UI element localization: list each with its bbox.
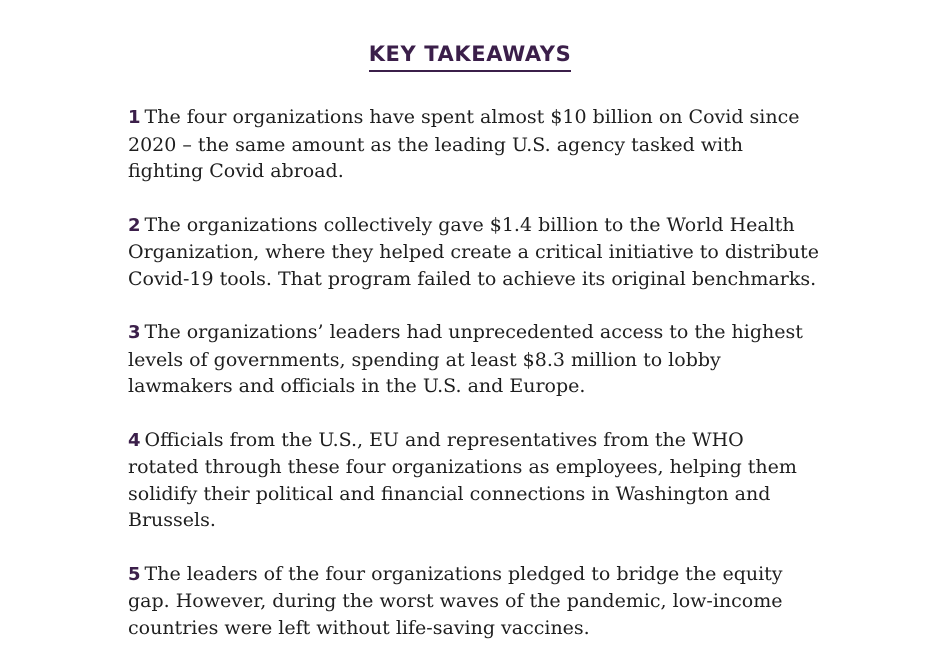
takeaway-line: Brussels. bbox=[128, 509, 216, 531]
takeaway-item-2 bbox=[128, 212, 828, 293]
takeaway-line: countries were left without life-saving vaccines. bbox=[128, 616, 590, 639]
takeaway-line: Organization, where they helped create a critical initiative to distribute bbox=[128, 241, 819, 263]
takeaway-line: levels of governments, spending at least $8.3 million to lobby bbox=[128, 348, 721, 371]
takeaway-number: 2 bbox=[128, 214, 141, 236]
takeaway-number: 5 bbox=[128, 563, 141, 585]
takeaway-line: Officials from the U.S., EU and representatives from the WHO bbox=[144, 428, 744, 451]
takeaway-line: 2020 – the same amount as the leading U.S. agency tasked with bbox=[128, 133, 743, 156]
takeaway-item-3 bbox=[128, 319, 828, 400]
takeaways-list bbox=[128, 104, 828, 668]
page-title: KEY TAKEAWAYS bbox=[369, 40, 572, 72]
takeaway-item-5 bbox=[128, 561, 828, 642]
takeaway-line: Covid-19 tools. That program failed to achieve its original benchmarks. bbox=[128, 267, 817, 290]
takeaway-item-1 bbox=[128, 104, 828, 185]
takeaway-number: 3 bbox=[128, 322, 141, 343]
takeaway-line: The leaders of the four organizations pledged to bridge the equity bbox=[144, 562, 783, 585]
heading-container bbox=[0, 40, 940, 72]
takeaway-line: The organizations’ leaders had unprecedented access to the highest bbox=[144, 321, 803, 343]
takeaway-line: The four organizations have spent almost $10 billion on Covid since bbox=[144, 106, 800, 128]
takeaway-line: The organizations collectively gave $1.4 billion to the World Health bbox=[144, 213, 795, 236]
takeaway-number: 1 bbox=[128, 107, 141, 128]
takeaway-line: rotated through these four organizations as employees, helping them bbox=[128, 456, 797, 478]
takeaway-line: fighting Covid abroad. bbox=[128, 160, 344, 182]
takeaway-number: 4 bbox=[128, 429, 141, 451]
takeaway-line: gap. However, during the worst waves of the pandemic, low-income bbox=[128, 590, 783, 612]
takeaway-line: solidify their political and financial connections in Washington and bbox=[128, 482, 771, 505]
takeaway-line: lawmakers and officials in the U.S. and Europe. bbox=[128, 375, 586, 397]
takeaway-item-4 bbox=[128, 427, 828, 534]
